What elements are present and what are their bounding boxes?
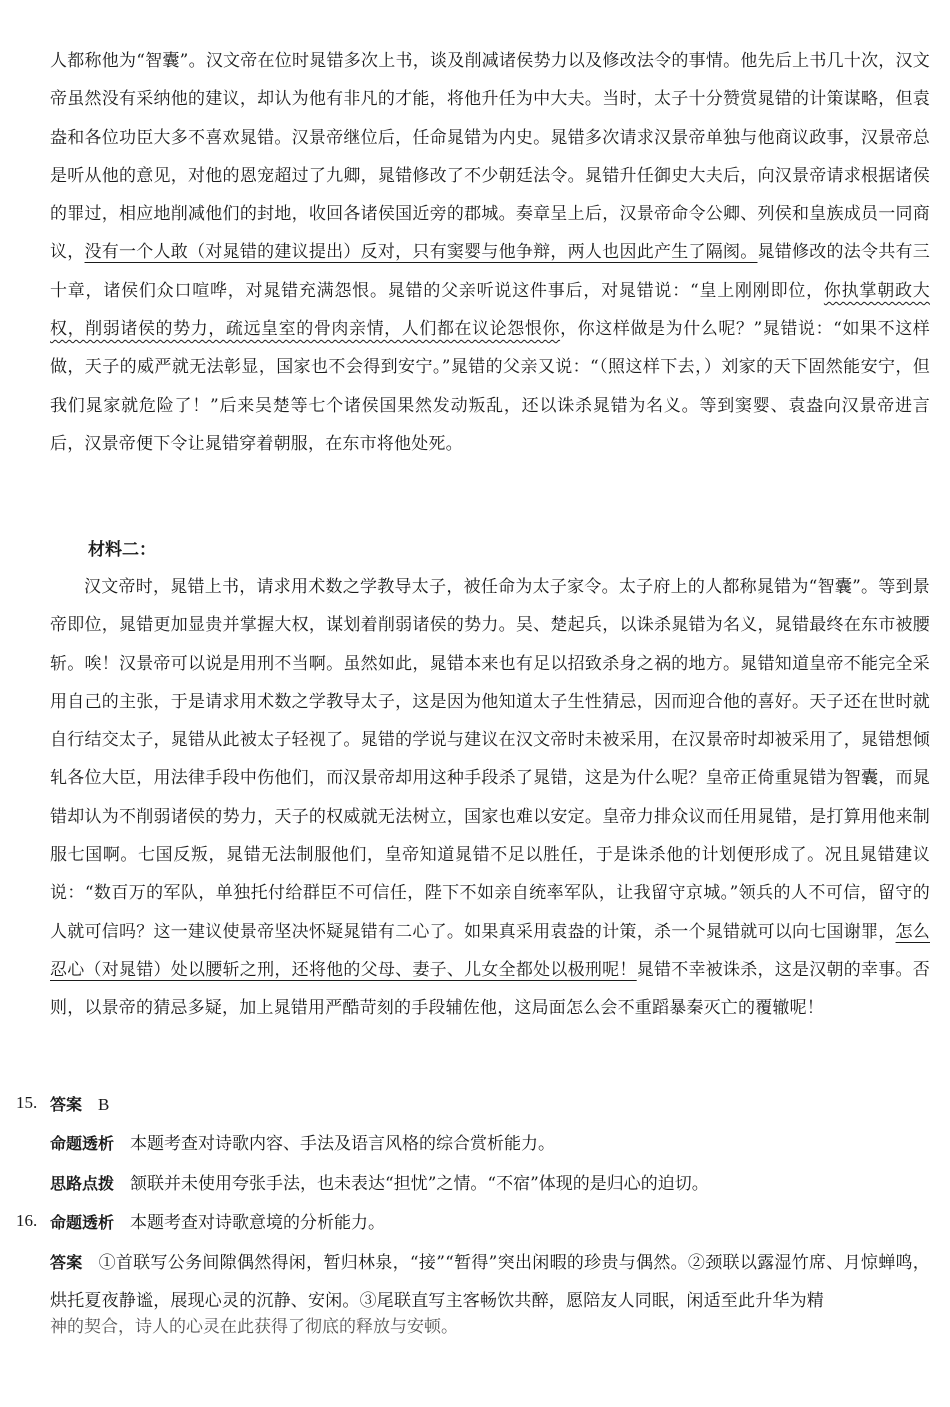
cut-off-text: 神的契合，诗人的心灵在此获得了彻底的释放与安顿。 (50, 1317, 458, 1337)
material-one-translation (50, 42, 930, 463)
material-one-wavy-underlined-sentence: 你执掌朝政大权，削弱诸侯的势力，疏远皇室的骨肉亲情，人们都在议论怨恨你 (50, 280, 930, 340)
question-15-answer: B (98, 1095, 110, 1114)
material-one-text-1: 人都称他为“智囊”。汉文帝在位时晁错多次上书，谈及削减诸侯势力以及修改法令的事情。他先后上书几十次，汉文帝虽然没有采纳他的建议，却认为他有非凡的才能，将他升任为中大夫。当时，太子十分赞赏晁错的计策谋略，但袁盎和各位功臣大多不喜欢晁错。汉景帝继位后，任命晁错为内史。晁错多次请求汉景帝单独与他商议政事，汉景帝总是听从他的意见，对他的恩宠超过了九卿，晁错修改了不少朝廷法令。晁错升任御史大夫后，向汉景帝请求根据诸侯的罪过，相应地削减他们的封地，收回各诸侯国近旁的郡城。奏章呈上后，汉景帝命令公卿、列侯和皇族成员一同商议， (50, 51, 930, 263)
material-two-translation (50, 568, 930, 1028)
question-16-number: 16. (16, 1211, 38, 1230)
cut-off-text-line (50, 1317, 930, 1342)
question-16-analysis-row (50, 1211, 385, 1235)
material-two-text-1: 汉文帝时，晁错上书，请求用术数之学教导太子，被任命为太子家令。太子府上的人都称晁错为“智囊”。等到景帝即位，晁错更加显贵并掌握大权，谋划着削弱诸侯的势力。吴、楚起兵，以诛杀晁错为名义，晁错最终在东市被腰斩。唉！汉景帝可以说是用刑不当啊。虽然如此，晁错本来也有足以招致杀身之祸的地方。晁错知道皇帝不能完全采用自己的主张，于是请求用术数之学教导太子，这是因为他知道太子生性猜忌，因而迎合他的喜好。天子还在世时就自行结交太子，晁错从此被太子轻视了。晁错的学说与建议在汉文帝时未被采用，在汉景帝时却被采用了，晁错想倾轧各位大臣，用法律手段中伤他们，而汉景帝却用这种手段杀了晁错，这是为什么呢？皇帝正倚重晁错为智囊，而晁错却认为不削弱诸侯的势力，天子的权威就无法树立，国家也难以安定。皇帝力排众议而任用晁错，是打算用他来制服七国啊。七国反叛，晁错无法制服他们，皇帝知道晁错不足以胜任，于是诛杀他的计划便形成了。况且晁错建议说：“数百万的军队，单独托付给群臣不可信任，陛下不如亲自统率军队，让我留守京城。”领兵的人不可信，留守的人就可信吗？这一建议使景帝坚决怀疑晁错有二心了。如果真采用袁盎的计策，杀一个晁错就可以向七国谢罪， (50, 577, 930, 942)
question-15-hint-label: 思路点拨 (50, 1174, 115, 1193)
material-one-text-2: 晁错修改的法令共有三十章，诸侯们众口喧哗，对晁错充满怨恨。晁错的父亲听说这件事后，对晁错说：“皇上刚刚即位， (50, 242, 930, 301)
question-15-hint: 颔联并未使用夸张手法，也未表达“担忧”之情。“不宿”体现的是归心的迫切。 (130, 1174, 709, 1194)
question-15-hint-row (50, 1172, 709, 1196)
material-one-underlined-sentence: 没有一个人敢（对晁错的建议提出）反对，只有窦婴与他争辩，两人也因此产生了隔阂。 (84, 242, 758, 263)
question-15-analysis-label: 命题透析 (50, 1134, 115, 1153)
question-16-answer-label: 答案 (50, 1253, 83, 1272)
question-15-analysis-row (50, 1132, 555, 1156)
question-16-analysis: 本题考查对诗歌意境的分析能力。 (130, 1213, 386, 1233)
question-16-answer: ①首联写公务间隙偶然得闲，暂归林泉，“接”“暂得”突出闲暇的珍贵与偶然。②颈联以露湿竹席、月惊蝉鸣，烘托夏夜静谧，展现心灵的沉静、安闲。③尾联直写主客畅饮共醉，愿陪友人同眠，闲适至此升华为精 (50, 1253, 930, 1312)
material-two-underlined-sentence: 怎么忍心（对晁错）处以腰斩之刑，还将他的父母、妻子、儿女全都处以极刑呢！ (50, 921, 930, 980)
material-two-text-2: 晁错不幸被诛杀，这是汉朝的幸事。否则，以景帝的猜忌多疑，加上晁错用严酷苛刻的手段辅佐他，这局面怎么会不重蹈暴秦灭亡的覆辙呢！ (50, 959, 930, 1019)
question-15-answer-row (50, 1093, 109, 1117)
material-two-heading: 材料二： (88, 540, 156, 560)
question-15-number: 15. (16, 1093, 38, 1112)
material-one-text-3: ，你这样做是为什么呢？”晁错说：“如果不这样做，天子的威严就无法彰显，国家也不会得到安宁。”晁错的父亲又说：“（照这样下去，）刘家的天下固然能安宁，但我们晁家就危险了！”后来吴楚等七个诸侯国果然发动叛乱，还以诛杀晁错为名义。等到窦婴、袁盎向汉景帝进言后，汉景帝便下令让晁错穿着朝服，在东市将他处死。 (50, 319, 930, 454)
question-16-analysis-label: 命题透析 (50, 1213, 115, 1232)
question-15-answer-label: 答案 (50, 1095, 83, 1114)
question-15-analysis: 本题考查对诗歌内容、手法及语言风格的综合赏析能力。 (130, 1134, 556, 1154)
